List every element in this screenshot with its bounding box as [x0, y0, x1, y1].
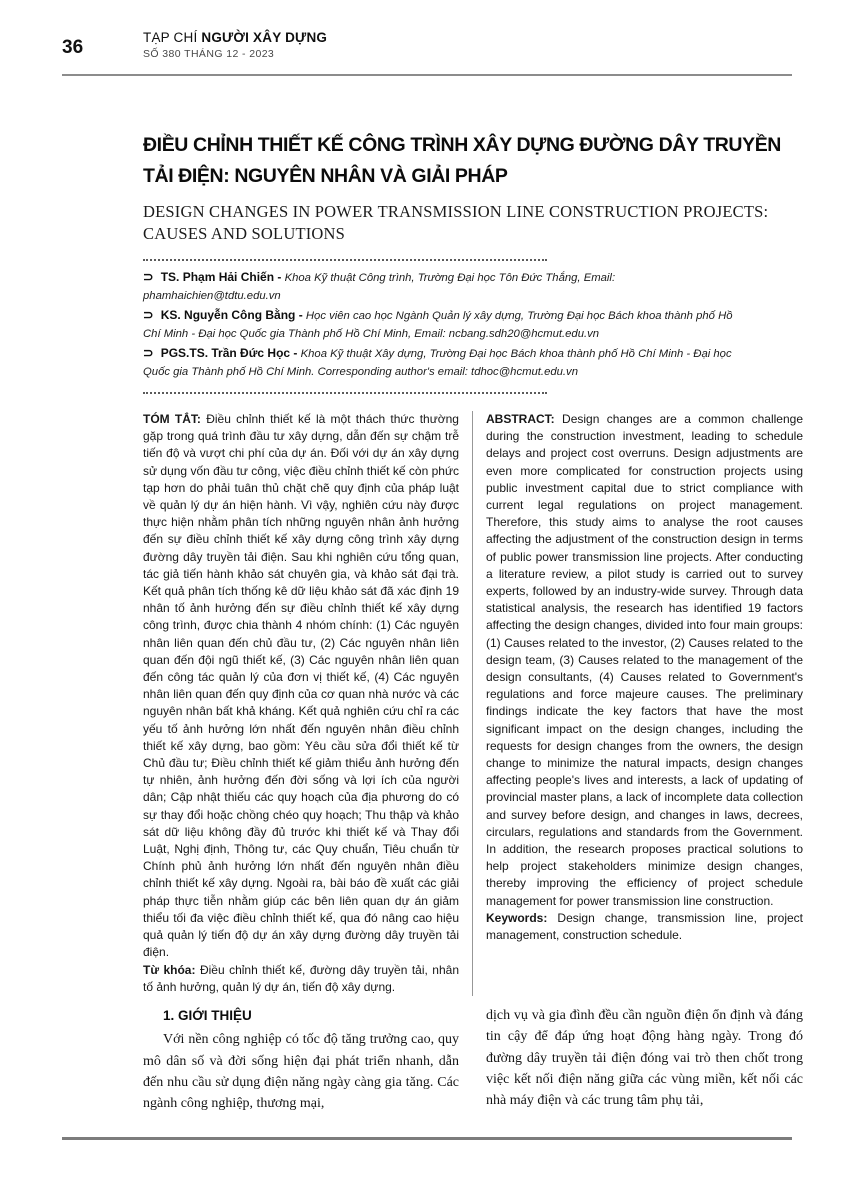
- journal-block: [143, 30, 327, 60]
- author-name: TS. Phạm Hải Chiến -: [160, 270, 282, 284]
- journal-issue: SỐ 380 THÁNG 12 - 2023: [143, 48, 275, 60]
- abstract-en-paragraph: [486, 411, 803, 910]
- abstract-en-column: [472, 411, 803, 996]
- journal-title-name: NGƯỜI XÂY DỰNG: [201, 30, 328, 45]
- author-name: PGS.TS. Trần Đức Học -: [160, 346, 298, 360]
- page-number: 36: [62, 37, 84, 58]
- dotted-separator-bottom: [143, 392, 547, 394]
- keywords-vi-text: Điều chỉnh thiết kế, đường dây truyền tải, nhân tố ảnh hưởng, quản lý dự án, tiến độ xây dựng.: [143, 962, 459, 994]
- intro-heading: 1. GIỚI THIỆU: [163, 1007, 252, 1023]
- journal-title-prefix: TẠP CHÍ: [143, 30, 202, 45]
- article-content: [143, 130, 803, 1114]
- authors-block: [143, 259, 763, 394]
- author-affiliation: Học viên cao học Ngành Quản lý xây dựng, Trường Đại học Bách khoa thành phố Hồ Chí Minh - Đại học Quốc gia Thành phố Hồ Chí Minh, Email: ncbang.sdh20@hcmut.edu.vn: [143, 310, 733, 340]
- author-affiliation: Khoa Kỹ thuật Công trình, Trường Đại học Tôn Đức Thắng, Email: phamhaichien@tdtu.edu.vn: [143, 272, 616, 302]
- article-title-vi: ĐIỀU CHỈNH THIẾT KẾ CÔNG TRÌNH XÂY DỰNG ĐƯỜNG DÂY TRUYỀN TẢI ĐIỆN: NGUYÊN NHÂN VÀ GIẢI PHÁP: [143, 134, 781, 187]
- author-entry: [143, 345, 743, 381]
- article-title-en: DESIGN CHANGES IN POWER TRANSMISSION LINE CONSTRUCTION PROJECTS: CAUSES AND SOLUTIONS: [143, 202, 769, 243]
- footer-rule: [62, 1137, 792, 1140]
- intro-column-left: [143, 1005, 459, 1114]
- author-name: KS. Nguyễn Công Bằng -: [160, 308, 303, 322]
- journal-title: [143, 30, 327, 45]
- abstract-section: [143, 411, 803, 996]
- author-bullet-icon: ⊃: [143, 270, 154, 284]
- keywords-en-paragraph: [486, 910, 803, 944]
- keywords-en-label: Keywords:: [486, 910, 548, 925]
- page-header: [62, 30, 792, 60]
- keywords-vi-paragraph: [143, 962, 459, 996]
- abstract-vi-label: TÓM TẮT:: [143, 412, 201, 426]
- author-bullet-icon: ⊃: [143, 308, 154, 322]
- author-entry: [143, 269, 743, 305]
- author-affiliation: Khoa Kỹ thuật Xây dựng, Trường Đại học Bách khoa thành phố Hồ Chí Minh - Đại học Quốc gia Thành phố Hồ Chí Minh. Corresponding author's email: tdhoc@hcmut.edu.vn: [143, 348, 732, 378]
- abstract-vi-column: [143, 411, 459, 996]
- header-rule: [62, 74, 792, 76]
- author-bullet-icon: ⊃: [143, 346, 154, 360]
- intro-column-right: [486, 1005, 803, 1114]
- abstract-vi-body: Điều chỉnh thiết kế là một thách thức thường gặp trong quá trình đầu tư xây dựng, dẫn đến sự chậm trễ tiến độ và vượt chi phí của dự án. Đối với dự án xây dựng sử dụng vốn đầu tư công, việc điều chỉnh thiết kế còn phức tạp hơn do phải tuân thủ chặt chẽ quy định của pháp luật về quản lý dự án hiện hành. Vì vậy, nghiên cứu này được thực hiện nhằm phân tích những nguyên nhân ảnh hưởng đến sự điều chỉnh thiết kế xây dựng công trình xây dựng đường dây truyền tải điện. Sau khi nghiên cứu tổng quan, tác giả tiến hành khảo sát chuyên gia, và khảo sát đại trà. Kết quả phân tích thống kê dữ liệu khảo sát đã xác định 19 nhân tố ảnh hưởng đến sự điều chỉnh thiết kế xây dựng công trình, được chia thành 4 nhóm chính: (1) Các nguyên nhân liên quan đến chủ đầu tư, (2) Các nguyên nhân liên quan đến đội ngũ thiết kế, (3) Các nguyên nhân liên quan đến công tác quản lý của đơn vị thiết kế, (4) Các nguyên nhân liên quan đến quy định của cơ quan nhà nước và các nguyên nhân bất khả kháng. Kết quả nghiên cứu chỉ ra các yếu tố ảnh hưởng lớn nhất đến nguyên nhân điều chỉnh thiết kế xây dựng, bao gồm: Yêu cầu sửa đổi thiết kế từ Chủ đầu tư; Điều chỉnh thiết kế giảm thiểu ảnh hưởng đến tự nhiên, ảnh hưởng đến đời sống và lợi ích của người dân; Cập nhật thiếu các quy hoạch của địa phương do có sự thay đổi hoặc chồng chéo quy hoạch; Thu thập và khảo sát dữ liệu không đầy đủ trước khi thiết kế và Thay đổi Luật, Nghị định, Thông tư, các Quy chuẩn, Tiêu chuẩn từ Chính phủ ảnh hưởng lớn nhất đến nguyên nhân điều chỉnh thiết kế xây dựng. Ngoài ra, bài báo đề xuất các giải pháp thực tiễn nhằm giúp các bên liên quan dự án giảm thiểu tối đa việc điều chỉnh thiết kế, qua đó nâng cao hiệu quả quản lý tiến độ dự án xây dựng đường dây truyền tải điện.: [143, 412, 459, 960]
- keywords-en-text: Design change, transmission line, project management, construction schedule.: [486, 910, 803, 943]
- intro-paragraph-right: dịch vụ và gia đình đều cần nguồn điện ổn định và đáng tin cậy để đáp ứng hoạt động hàng ngày. Trong đó đường dây truyền tải điện đóng vai trò then chốt trong việc kết nối điện năng giữa các vùng miền, kết nối các nhà máy điện và các trung tâm phụ tải,: [486, 1007, 803, 1109]
- keywords-vi-label: Từ khóa:: [143, 962, 196, 977]
- abstract-vi-paragraph: [143, 411, 459, 962]
- author-entry: [143, 307, 743, 343]
- intro-paragraph-left: Với nền công nghiệp có tốc độ tăng trưởng cao, quy mô dân số và đời sống hiện đại phát triển nhanh, dẫn đến nhu cầu sử dụng điện năng ngày càng gia tăng. Các ngành công nghiệp, thương mại,: [143, 1032, 459, 1112]
- abstract-en-body: Design changes are a common challenge during the construction investment, leading to schedule delays and project cost overruns. Design adjustments are even more complicated for construction projects using public investment capital due to strict compliance with current legal regulations on project management. Therefore, this study aims to analyse the root causes affecting the adjustment of the construction design in terms of public power transmission line projects. After conducting a literature review, a pilot study is carried out to survey experts, followed by an industry-wide survey. Through data statistical analysis, the research has identified 19 factors affecting the design changes, divided into four main groups: (1) Causes related to the investor, (2) Causes related to the design team, (3) Causes related to the management of the design consultants, (4) Causes related to Government's regulations and force majeure causes. The preliminary findings indicate the key factors that have the most significant impact on the design changes, including the requests for design changes from the owners, the design change to minimize the natural impacts, design changes affecting people's lives and interests, a lack of updating of provincial master plans, a lack of incomplete data collection and survey before design, and changes in laws, decrees, circulars, regulations and standards from the Government. In addition, the research proposes practical solutions to help project stakeholders minimize design changes, thereby improving the efficiency of project schedule management for power transmission line construction.: [486, 412, 803, 908]
- authors-list: [143, 261, 763, 392]
- abstract-en-label: ABSTRACT:: [486, 412, 555, 426]
- introduction-section: [143, 1005, 803, 1114]
